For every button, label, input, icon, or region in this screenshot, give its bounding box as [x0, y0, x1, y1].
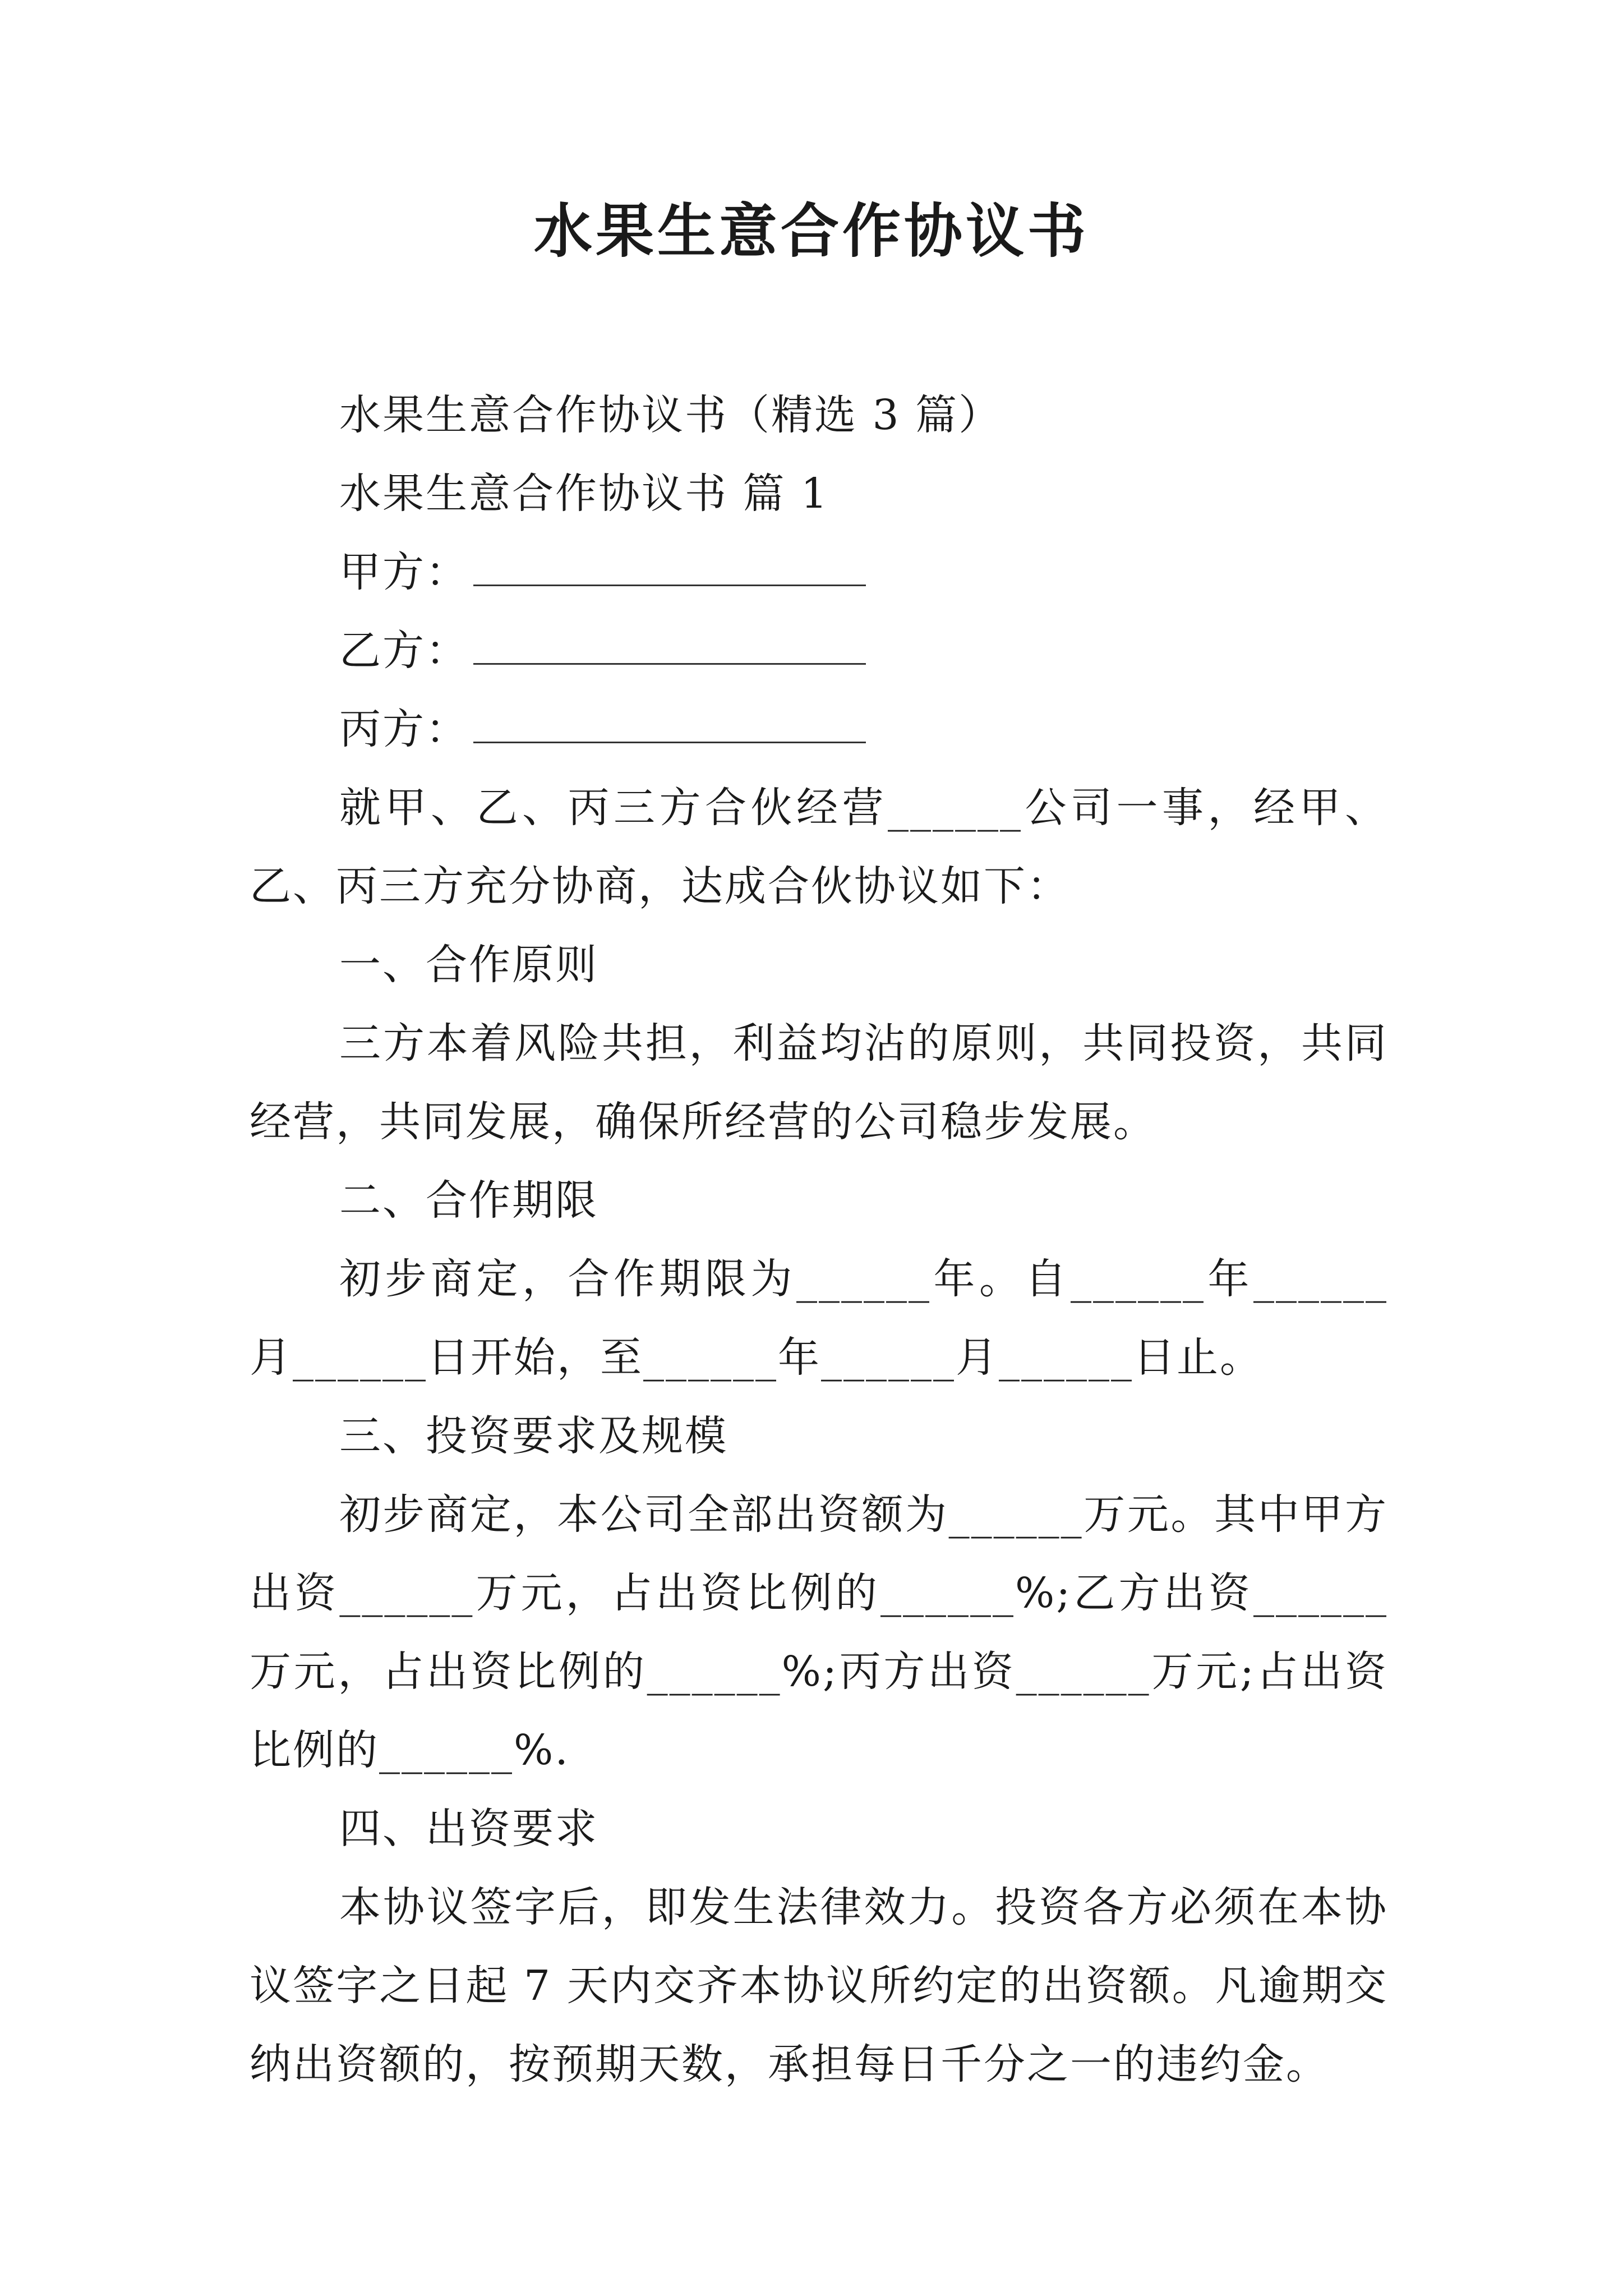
party-jia — [250, 533, 1388, 611]
intro-paragraph: 就甲、乙、丙三方合伙经营______公司一事，经甲、乙、丙三方充分协商，达成合伙协议如下： — [250, 784, 1388, 910]
document-subtitle: 水果生意合作协议书（精选 3 篇） — [339, 391, 1002, 439]
party-yi-blank — [473, 623, 866, 665]
party-bing-blank — [473, 701, 866, 743]
part-heading: 水果生意合作协议书 篇 1 — [339, 470, 829, 518]
party-bing-label: 丙方： — [339, 705, 469, 753]
section-text: 本协议签字后，即发生法律效力。投资各方必须在本协议签字之日起 7 天内交齐本协议所约定的出资额。凡逾期交纳出资额的，按预期天数，承担每日千分之一的违约金。 — [250, 1883, 1388, 2088]
section-heading: 三、投资要求及规模 — [339, 1412, 728, 1460]
section-text: 三方本着风险共担，利益均沾的原则，共同投资，共同经营，共同发展，确保所经营的公司稳步发展。 — [250, 1019, 1388, 1146]
party-yi-label: 乙方： — [339, 627, 469, 675]
party-jia-label: 甲方： — [339, 548, 469, 596]
document-body — [250, 376, 1388, 2104]
party-jia-blank — [473, 544, 866, 586]
section-text: 初步商定，本公司全部出资额为______万元。其中甲方出资______万元，占出资比例的______%;乙方出资______万元，占出资比例的______%;丙方出资______万元;占出资比例的______%. — [250, 1490, 1388, 1774]
party-bing — [250, 690, 1388, 769]
section-heading: 一、合作原则 — [339, 941, 598, 989]
section-heading: 二、合作期限 — [339, 1176, 598, 1225]
section-text: 初步商定，合作期限为______年。自______年______月______日开始，至______年______月______日止。 — [250, 1255, 1388, 1382]
document-title: 水果生意合作协议书 — [533, 196, 1089, 265]
party-yi — [250, 611, 1388, 690]
section-heading: 四、出资要求 — [339, 1805, 598, 1853]
